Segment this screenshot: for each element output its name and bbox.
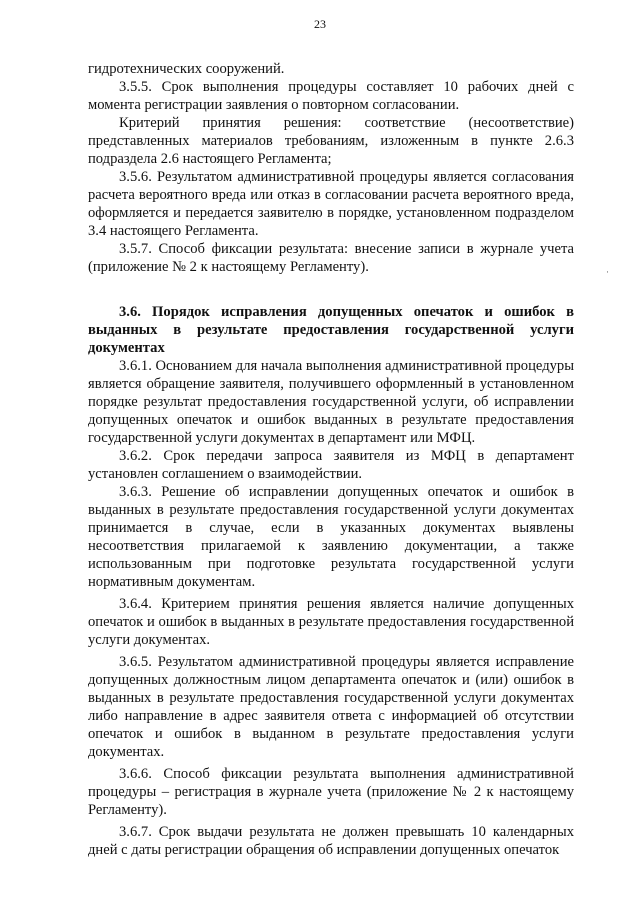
paragraph-3-6-5: 3.6.5. Результатом административной процедуры является исправление допущенных должностным лицом департамента опечаток и (или) ошибок в выданных в результате предоставления государственной услуги документах либо направление в адрес заявителя ответа с информацией об отсутствии опечаток и ошибок в выданном в результате предоставления услуги документах.: [88, 654, 574, 760]
margin-mark: ·: [606, 267, 609, 277]
paragraph-continuation: гидротехнических сооружений.: [88, 61, 285, 77]
paragraph-3-6-4: 3.6.4. Критерием принятия решения является наличие допущенных опечаток и ошибок в выданных в результате предоставления государственной услуги документах.: [88, 596, 574, 648]
paragraph-decision-criterion: Критерий принятия решения: соответствие (несоответствие) представленных материалов требованиям, изложенным в пункте 2.6.3 подраздела 2.6 настоящего Регламента;: [88, 115, 574, 167]
paragraph-3-6-2: 3.6.2. Срок передачи запроса заявителя из МФЦ в департамент установлен соглашением о взаимодействии.: [88, 448, 574, 482]
paragraph-3-6-6: 3.6.6. Способ фиксации результата выполнения административной процедуры – регистрация в журнале учета (приложение № 2 к настоящему Регламенту).: [88, 766, 574, 818]
section-heading-3-6: 3.6. Порядок исправления допущенных опечаток и ошибок в выданных в результате предоставления государственной услуги документах: [88, 304, 574, 356]
paragraph-3-6-3: 3.6.3. Решение об исправлении допущенных опечаток и ошибок в выданных в результате предоставления государственной услуги документах принимается в случае, если в указанных документах выявлены несоответствия прилагаемой к заявлению документации, а также использованным при подготовке результата государственной услуги нормативным документам.: [88, 484, 574, 590]
paragraph-3-6-1: 3.6.1. Основанием для начала выполнения административной процедуры является обращение заявителя, получившего оформленный в установленном порядке результат предоставления государственной услуги, об исправлении допущенных опечаток и ошибок выданных в результате предоставления государственной услуги документах в департамент или МФЦ.: [88, 358, 575, 446]
paragraph-3-5-7: 3.5.7. Способ фиксации результата: внесение записи в журнале учета (приложение № 2 к настоящему Регламенту).: [88, 241, 574, 275]
paragraph-3-5-5: 3.5.5. Срок выполнения процедуры составляет 10 рабочих дней с момента регистрации заявления о повторном согласовании.: [88, 79, 574, 113]
document-body: [88, 60, 574, 859]
page-number: 23: [314, 17, 326, 31]
paragraph-3-5-6: 3.5.6. Результатом административной процедуры является согласования расчета вероятного вреда или отказ в согласовании расчета вероятного вреда, оформляется и передается заявителю в порядке, установленном подразделом 3.4 настоящего Регламента.: [88, 169, 574, 239]
paragraph-3-6-7: 3.6.7. Срок выдачи результата не должен превышать 10 календарных дней с даты регистрации обращения об исправлении допущенных опечаток: [88, 824, 574, 858]
